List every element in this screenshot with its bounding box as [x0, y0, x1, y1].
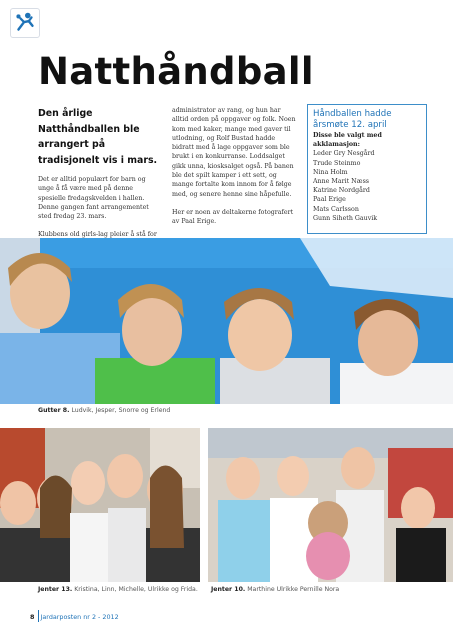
article-paragraph: Klubbens old girls-lag pleier å stå for [38, 231, 157, 239]
caption-text: Marthine Ulrikke Pernille Nora [247, 586, 340, 593]
magazine-name: Jardarposten [40, 613, 82, 621]
board-member: Katrine Nordgård [313, 187, 370, 195]
board-member: Paal Erige [313, 196, 346, 204]
board-member: Mats Carlsson [313, 205, 359, 213]
issue-number: nr 2 - 2012 [83, 613, 119, 621]
caption-text: Ludvik, Jesper, Snorre og Erlend [71, 407, 171, 414]
photo-caption [38, 586, 198, 593]
photo-boys-team [0, 238, 453, 404]
article-column-2 [172, 106, 298, 236]
page-footer [30, 613, 119, 621]
box-subtitle: Disse ble valgt med akklamasjon: [313, 132, 382, 149]
article-paragraph: Her er noen av deltakerne fotografert av Paal Erige. [172, 208, 294, 226]
article-paragraph: administrator av rang, og hun har alltid orden på oppgaver og folk. Noen kom med kaker, mange med gaver til utlodning, og Rolf Bustad hadde bidratt med å lage oppgaver som ble brukt i en konkurranse. Loddsalget gikk unna, kiosksalget også. På banen ble det spilt kamper i ett sett, og mange fortalte kom innom for å følge med, og senere henne sine håpefulle. [172, 107, 296, 198]
board-member: Trude Steinmo [313, 159, 361, 167]
caption-label: Jenter 10. [211, 586, 246, 593]
handball-logo-icon [10, 8, 40, 38]
caption-label: Jenter 13. [38, 586, 73, 593]
article-lead: Den årlige Natthåndballen ble arrangert på tradisjonelt vis i mars. [38, 108, 158, 166]
annual-meeting-box [307, 104, 427, 234]
header-band [0, 0, 453, 44]
board-member: Anne Marit Næss [313, 178, 370, 186]
board-member: Nina Holm [313, 168, 348, 176]
caption-label: Gutter 8. [38, 407, 70, 414]
board-member: Leder Gry Nesgård [313, 150, 375, 158]
photo-girls-10 [208, 428, 453, 582]
photo-caption [211, 586, 339, 593]
box-title: Håndballen hadde årsmøte 12. april [313, 109, 392, 130]
board-member: Gunn Siheth Gauvik [313, 214, 378, 222]
photo-caption [38, 407, 170, 414]
page-title: Natthåndball [38, 50, 314, 93]
photo-girls-13 [0, 428, 200, 582]
article-paragraph: Det er alltid populært for barn og unge å få være med på denne spesielle fredagskvelden i hallen. Denne gangen fant arrangementet sted fredag 23. mars. [38, 176, 149, 221]
caption-text: Kristina, Linn, Michelle, Ulrikke og Frida. [74, 586, 198, 593]
page-number: 8 [30, 613, 35, 621]
